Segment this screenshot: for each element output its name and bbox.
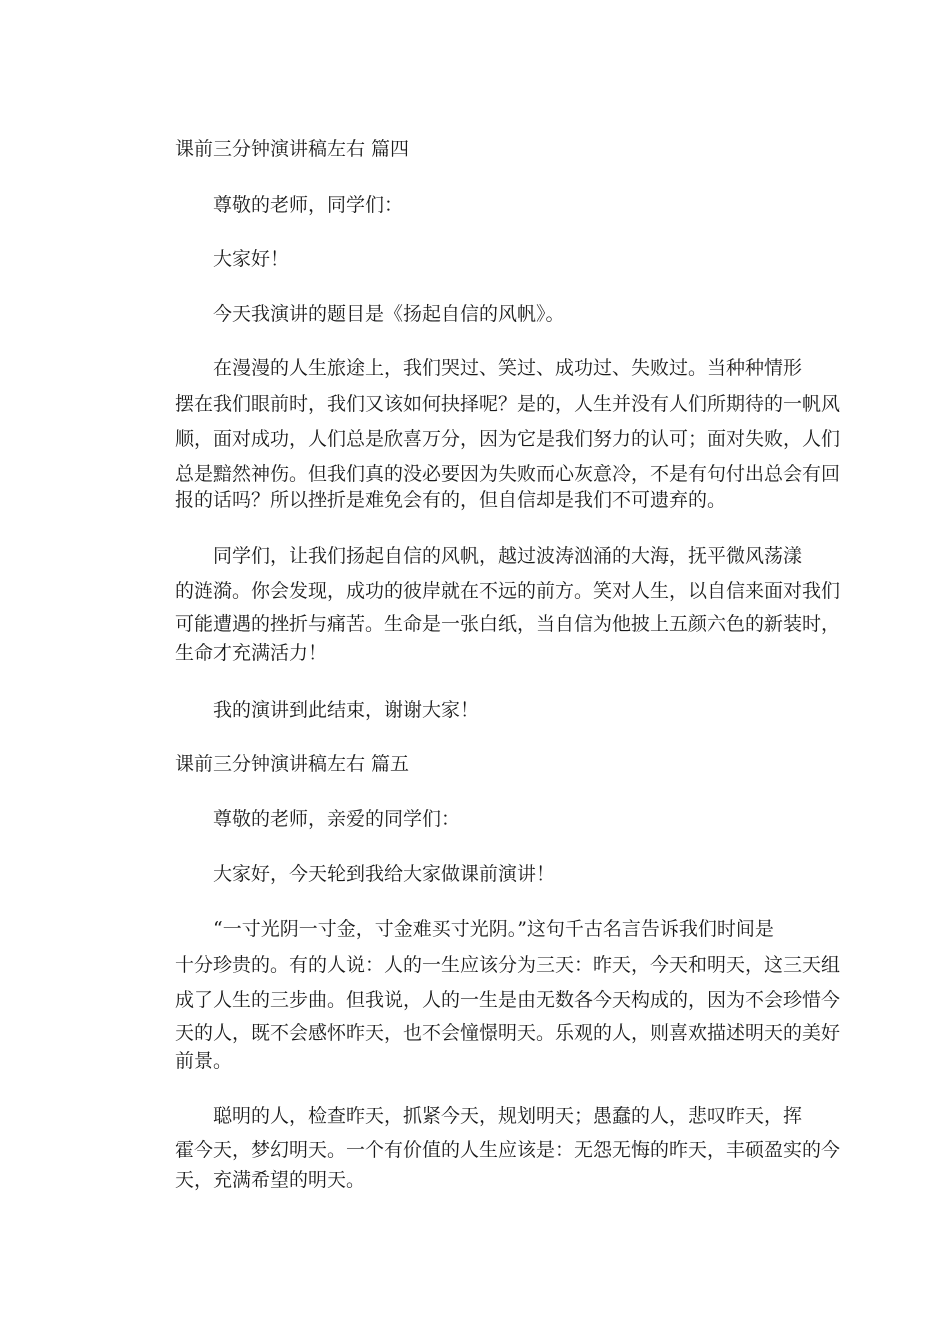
section-heading: 课前三分钟演讲稿左右 篇四 [175,138,410,160]
paragraph-line: 成了人生的三步曲。但我说，人的一生是由无数各今天构成的，因为不会珍惜今 [175,989,841,1011]
paragraph-line: 可能遭遇的挫折与痛苦。生命是一张白纸，当自信为他披上五颜六色的新装时， [175,613,841,635]
paragraph-line: 同学们，让我们扬起自信的风帆，越过波涛汹涌的大海，抚平微风荡漾 [213,545,803,567]
paragraph-line: 顺，面对成功，人们总是欣喜万分，因为它是我们努力的认可；面对失败，人们 [175,428,841,450]
greeting: 尊敬的老师，同学们： [213,194,404,216]
closing-line: 我的演讲到此结束，谢谢大家！ [213,699,480,721]
paragraph-line: 报的话吗？所以挫折是难免会有的，但自信却是我们不可遗弃的。 [175,489,727,511]
hello-line: 大家好！ [213,248,290,270]
paragraph-line: 聪明的人，检查昨天，抓紧今天，规划明天；愚蠢的人，悲叹昨天，挥 [213,1105,803,1127]
topic-line: 今天我演讲的题目是《扬起自信的风帆》。 [213,303,565,325]
paragraph-line: 天，充满希望的明天。 [175,1169,366,1191]
paragraph-line: 在漫漫的人生旅途上，我们哭过、笑过、成功过、失败过。当种种情形 [213,357,803,379]
paragraph-line: “一寸光阴一寸金，寸金难买寸光阴。”这句千古名言告诉我们时间是 [213,918,774,940]
paragraph-line: 十分珍贵的。有的人说：人的一生应该分为三天：昨天，今天和明天，这三天组 [175,954,841,976]
paragraph-line: 摆在我们眼前时，我们又该如何抉择呢？是的，人生并没有人们所期待的一帆风 [175,393,841,415]
section-heading: 课前三分钟演讲稿左右 篇五 [175,753,410,775]
paragraph-line: 霍今天，梦幻明天。一个有价值的人生应该是：无怨无悔的昨天，丰硕盈实的今 [175,1139,841,1161]
paragraph-line: 前景。 [175,1050,233,1072]
paragraph-line: 总是黯然神伤。但我们真的没必要因为失败而心灰意冷，不是有句付出总会有回 [175,463,841,485]
paragraph-line: 生命才充满活力！ [175,642,328,664]
hello-line: 大家好，今天轮到我给大家做课前演讲！ [213,863,556,885]
greeting: 尊敬的老师，亲爱的同学们： [213,808,461,830]
paragraph-line: 天的人，既不会感怀昨天，也不会憧憬明天。乐观的人，则喜欢描述明天的美好 [175,1022,841,1044]
paragraph-line: 的涟漪。你会发现，成功的彼岸就在不远的前方。笑对人生，以自信来面对我们 [175,580,841,602]
